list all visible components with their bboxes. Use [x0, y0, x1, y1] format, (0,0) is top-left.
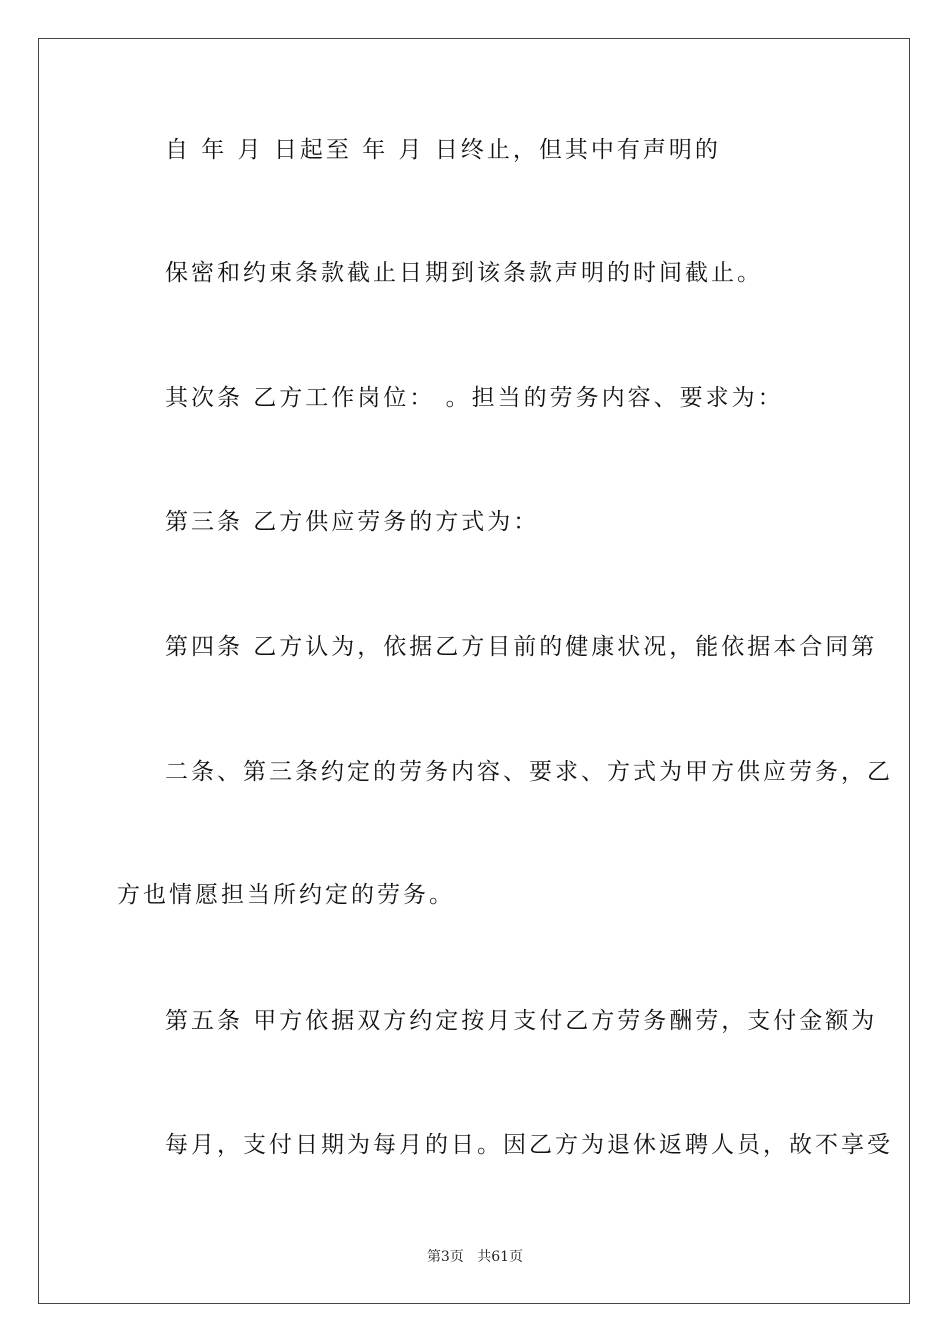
text-line-4: 第三条 乙方供应劳务的方式为： — [165, 509, 540, 535]
text-line-2: 保密和约束条款截止日期到该条款声明的时间截止。 — [165, 260, 763, 286]
text-line-1: 自 年 月 日起至 年 月 日终止，但其中有声明的 — [165, 137, 721, 163]
page-number: 第3页 — [426, 1249, 464, 1265]
text-line-5: 第四条 乙方认为，依据乙方目前的健康状况，能依据本合同第 — [165, 634, 878, 660]
text-line-3: 其次条 乙方工作岗位： 。担当的劳务内容、要求为： — [165, 385, 784, 411]
text-line-9: 每月，支付日期为每月的日。因乙方为退休返聘人员，故不享受 — [165, 1132, 893, 1158]
page-footer — [0, 1248, 950, 1266]
text-line-6: 二条、第三条约定的劳务内容、要求、方式为甲方供应劳务，乙 — [165, 759, 893, 785]
total-pages: 共61页 — [477, 1249, 524, 1265]
text-line-8: 第五条 甲方依据双方约定按月支付乙方劳务酬劳，支付金额为 — [165, 1008, 878, 1034]
page-border — [38, 38, 910, 1304]
text-line-7: 方也情愿担当所约定的劳务。 — [117, 882, 455, 908]
